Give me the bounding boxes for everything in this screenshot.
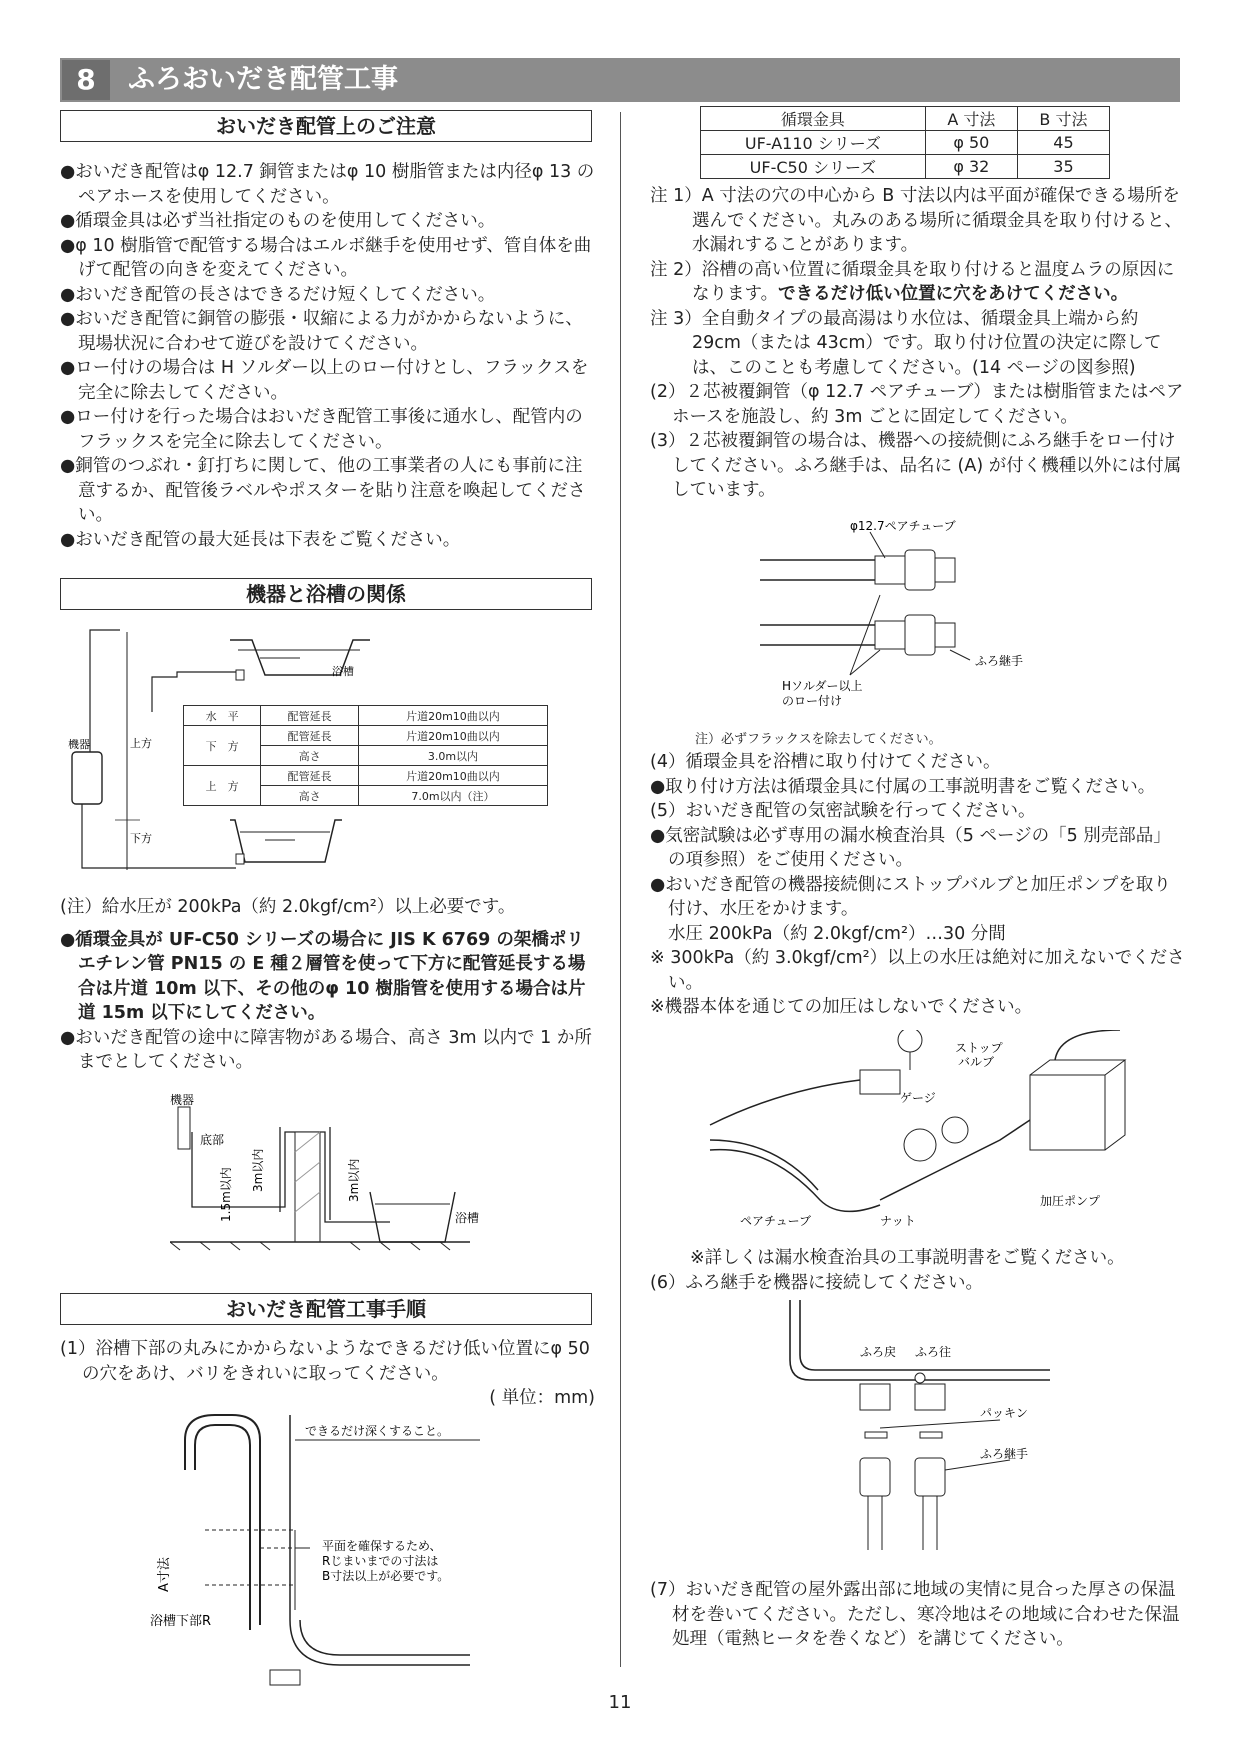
table-cell: UF-C50 シリーズ <box>701 155 926 179</box>
obstacle-device-label: 機器 <box>170 1093 195 1107</box>
note-2-bold: できるだけ低い位置に穴をあけてください。 <box>778 284 1129 304</box>
joint-label-2: ふろ継手 <box>980 1447 1029 1461</box>
relation-table <box>183 705 548 806</box>
table-cell: 35 <box>1017 155 1109 179</box>
table-cell: UF-A110 シリーズ <box>701 131 926 155</box>
caution-item: ●ロー付けを行った場合はおいだき配管工事後に通水し、配管内のフラックスを完全に除去してください。 <box>60 407 583 452</box>
caution-item: ●循環金具は必ず当社指定のものを使用してください。 <box>60 211 496 231</box>
table-header-cell: B 寸法 <box>1017 107 1109 131</box>
table-cell: 7.0m以内（注） <box>358 786 547 806</box>
fitting-spec-table <box>700 106 1110 179</box>
return-label: ふろ戻 <box>860 1345 897 1359</box>
right-notes <box>650 184 1185 503</box>
caution-item: ●おいだき配管に銅管の膨張・収縮による力がかからないように、現場状況に合わせて遊びを設けてください。 <box>60 309 583 354</box>
obstacle-bath-label: 浴槽 <box>455 1211 480 1225</box>
pair-tube-diagram <box>760 520 1060 740</box>
deep-label: できるだけ深くすること。 <box>305 1424 450 1438</box>
obstacle-h2: 3m以内 <box>251 1148 265 1192</box>
table-cell: 配管延長 <box>261 706 359 726</box>
upper-label: 上方 <box>130 737 152 750</box>
pump-label: 加圧ポンプ <box>1040 1194 1101 1208</box>
a-dim-label: A寸法 <box>157 1557 172 1592</box>
obstacle-h1: 1.5m以内 <box>219 1167 233 1222</box>
step-7-block <box>650 1578 1185 1652</box>
step-5: (5）おいだき配管の気密試験を行ってください。 <box>650 801 1036 821</box>
table-cell: φ 32 <box>925 155 1017 179</box>
caution-item: ●φ 10 樹脂管で配管する場合はエルボ継手を使用せず、管自体を曲げて配管の向きを変えてください。 <box>60 235 592 280</box>
solder-label-2: のロー付け <box>782 694 843 708</box>
right-steps-2 <box>650 1246 1185 1295</box>
procedure-title: おいだき配管工事手順 <box>60 1293 592 1325</box>
bold-bullet: ●循環金具が UF-C50 シリーズの場合に JIS K 6769 の架橋ポリエチレン管 PN15 の E 種２層管を使って下方に配管延長する場合は片道 10m 以下、その他のφ 10 樹脂管を使用する場合は片道 15m 以下にしてください。 <box>60 929 586 1023</box>
page-number: 11 <box>608 1692 632 1713</box>
caution-item: ●おいだき配管の長さはできるだけ短くしてください。 <box>60 284 496 305</box>
joint-label: ふろ継手 <box>975 654 1024 668</box>
step-6: (6）ふろ継手を機器に接続してください。 <box>650 1272 983 1293</box>
outgoing-label: ふろ往 <box>915 1345 952 1359</box>
solder-label-1: Hソルダー以上 <box>782 679 863 693</box>
step-5-pressure: 水圧 200kPa（約 2.0kgf/cm²）…30 分間 <box>668 923 1006 944</box>
table-cell: 上 方 <box>184 766 261 806</box>
flat-label-3: B寸法以上が必要です。 <box>322 1569 450 1583</box>
pressure-test-diagram <box>700 1030 1150 1230</box>
caution-item: ●ロー付けの場合は H ソルダー以上のロー付けとし、フラックスを完全に除去してください。 <box>60 358 589 403</box>
table-cell: 配管延長 <box>261 726 359 746</box>
flux-note: 注）必ずフラックスを除去してください。 <box>695 732 942 747</box>
table-cell: 片道20m10曲以内 <box>358 766 547 786</box>
stop-valve-label-1: ストップ <box>955 1041 1003 1055</box>
table-cell: 45 <box>1017 131 1109 155</box>
step-5-warning: ※ 300kPa（約 3.0kgf/cm²）以上の水圧は絶対に加えないでください。 <box>650 948 1185 993</box>
step-2: (2）２芯被覆銅管（φ 12.7 ペアチューブ）または樹脂管またはペアホースを施設し、約 3m ごとに固定してください。 <box>650 382 1184 427</box>
pair-tube-label-2: ペアチューブ <box>740 1214 812 1228</box>
table-row <box>701 131 1110 155</box>
bath-label-upper: 浴槽 <box>332 665 354 678</box>
table-row <box>184 766 548 786</box>
device-label: 機器 <box>68 738 90 751</box>
flat-label-2: Rじまいまでの寸法は <box>322 1554 439 1568</box>
lower-label: 下方 <box>130 832 152 845</box>
table-header-row <box>701 107 1110 131</box>
bath-r-label: 浴槽下部R <box>150 1614 212 1629</box>
table-row <box>184 706 548 726</box>
unit-label: ( 単位：mm) <box>489 1388 595 1408</box>
obstacle-h3: 3m以内 <box>347 1158 361 1202</box>
table-header-cell: 循環金具 <box>701 107 926 131</box>
packing-label: パッキン <box>980 1406 1028 1420</box>
pressure-note: (注）給水圧が 200kPa（約 2.0kgf/cm²）以上必要です。 <box>60 897 516 917</box>
obstacle-diagram <box>170 1092 490 1252</box>
procedure-step1 <box>60 1337 600 1386</box>
table-cell: 高さ <box>261 746 359 766</box>
table-cell: 3.0m以内 <box>358 746 547 766</box>
note-2 <box>650 258 1185 307</box>
column-divider <box>620 112 621 1667</box>
step-5-bullet-a: ●気密試験は必ず専用の漏水検査治具（5 ページの「5 別売部品」の項参照）をご使用ください。 <box>650 825 1171 870</box>
step1-text: (1）浴槽下部の丸みにかからないようなできるだけ低い位置にφ 50 の穴をあけ、バリをきれいに取ってください。 <box>60 1339 590 1384</box>
stop-valve-label-2: バルブ <box>958 1055 995 1069</box>
obstacle-bullet: ●おいだき配管の途中に障害物がある場合、高さ 3m 以内で 1 か所までとしてください。 <box>60 1027 592 1072</box>
caution-item: ●おいだき配管はφ 12.7 銅管またはφ 10 樹脂管または内径φ 13 のペアホースを使用してください。 <box>60 162 595 207</box>
obstacle-bottom-label: 底部 <box>200 1133 225 1147</box>
step-5-bullet-b: ●おいだき配管の機器接続側にストップバルブと加圧ポンプを取り付け、水圧をかけます。 <box>650 874 1171 919</box>
step-7: (7）おいだき配管の屋外露出部に地域の実情に見合った厚さの保温材を巻いてください。ただし、寒冷地はその地域に合わせた保温処理（電熱ヒータを巻くなど）を講じてください。 <box>650 1580 1180 1649</box>
step-4: (4）循環金具を浴槽に取り付けてください。 <box>650 752 1001 772</box>
relation-notes <box>60 895 600 1075</box>
gauge-label: ゲージ <box>900 1091 936 1105</box>
nut-label: ナット <box>880 1214 916 1228</box>
table-cell: 配管延長 <box>261 766 359 786</box>
step-3: (3）２芯被覆銅管の場合は、機器への接続側にふろ継手をロー付けしてください。ふろ継手は、品名に (A) が付く機種以外には付属しています。 <box>650 431 1182 500</box>
caution-item: ●銅管のつぶれ・釘打ちに関して、他の工事業者の人にも事前に注意するか、配管後ラベルやポスターを貼り注意を喚起してください。 <box>60 456 586 525</box>
caution-title: おいだき配管上のご注意 <box>60 110 592 142</box>
table-header-cell: A 寸法 <box>925 107 1017 131</box>
note-3: 注 3）全自動タイプの最高湯はり水位は、循環金具上端から約 29cm（または 43cm）です。取り付け位置の決定に際しては、このことも考慮してください。(14 ページの図参照) <box>650 308 1162 378</box>
bath-section-diagram <box>150 1410 530 1690</box>
pair-tube-label: φ12.7ペアチューブ <box>850 520 956 533</box>
note-2-text: 注 2）浴槽の高い位置に循環金具を取り付けると温度ムラの原因になります。 <box>650 259 1175 304</box>
connection-diagram <box>780 1300 1080 1570</box>
section-number: 8 <box>62 60 110 100</box>
right-steps <box>650 750 1185 1020</box>
table-cell: 下 方 <box>184 726 261 766</box>
relation-title: 機器と浴槽の関係 <box>60 578 592 610</box>
step-4-bullet: ●取り付け方法は循環金具に付属の工事説明書をご覧ください。 <box>650 776 1156 797</box>
table-cell: 高さ <box>261 786 359 806</box>
flat-label-1: 平面を確保するため、 <box>322 1539 442 1553</box>
table-cell: φ 50 <box>925 131 1017 155</box>
table-row <box>701 155 1110 179</box>
step-5-warning-2: ※機器本体を通じての加圧はしないでください。 <box>650 997 1033 1017</box>
section-title: ふろおいだき配管工事 <box>128 64 398 95</box>
table-cell: 片道20m10曲以内 <box>358 726 547 746</box>
caution-list <box>60 160 595 552</box>
table-cell: 水 平 <box>184 706 261 726</box>
table-row <box>184 726 548 746</box>
step-5-detail: ※詳しくは漏水検査治具の工事説明書をご覧ください。 <box>690 1248 1125 1268</box>
note-1: 注 1）A 寸法の穴の中心から B 寸法以内は平面が確保できる場所を選んでください。丸みのある場所に循環金具を取り付けると、水漏れすることがあります。 <box>650 186 1182 255</box>
table-cell: 片道20m10曲以内 <box>358 706 547 726</box>
caution-item: ●おいだき配管の最大延長は下表をご覧ください。 <box>60 529 461 550</box>
